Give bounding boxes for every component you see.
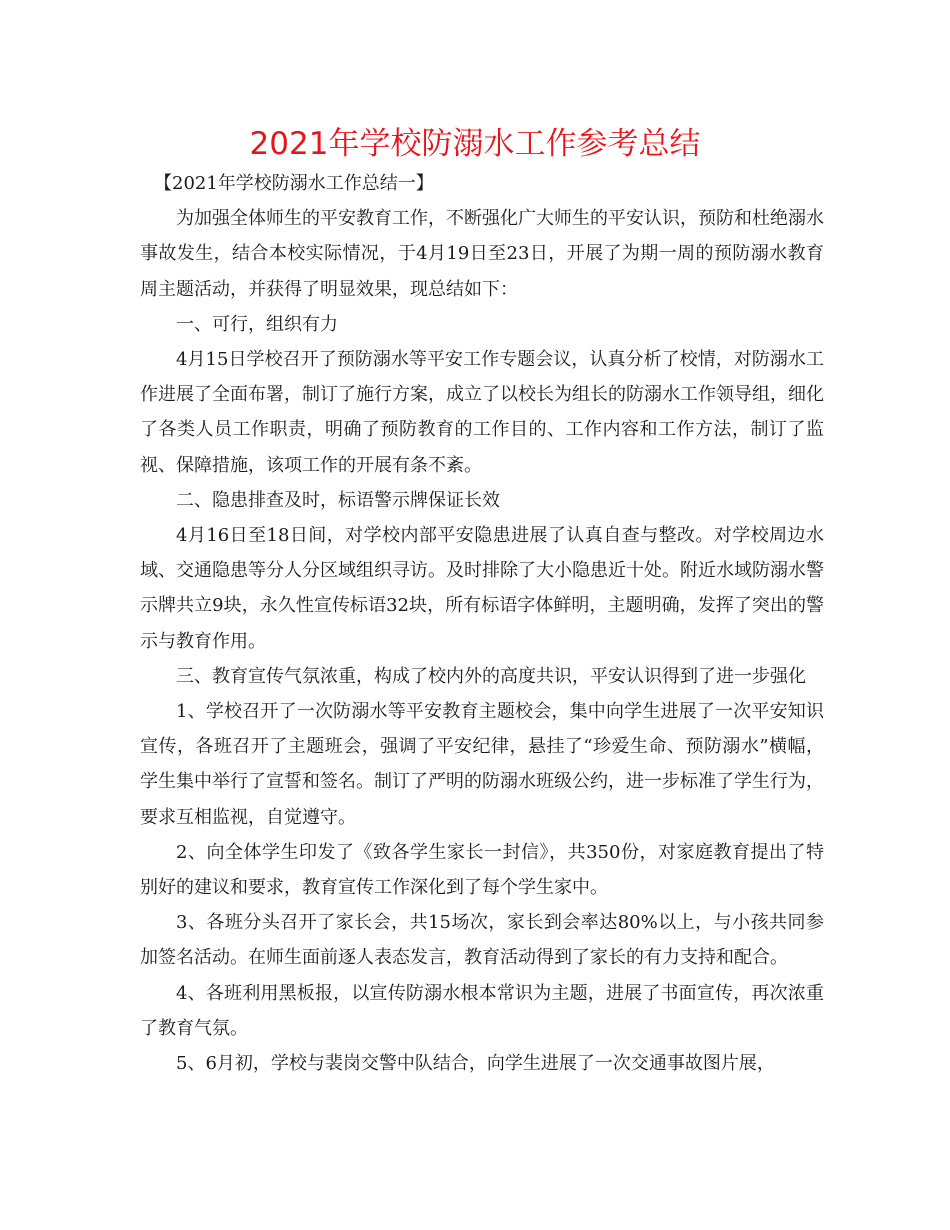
list-item-2: 2、向全体学生印发了《致各学生家长一封信》，共350份，对家庭教育提出了特别好的建议和要求，教育宣传工作深化到了每个学生家中。 — [140, 841, 824, 899]
document-title: 2021年学校防溺水工作参考总结 — [249, 126, 701, 162]
document-body — [140, 166, 824, 1081]
list-item-5: 5、6月初，学校与裴岗交警中队结合，向学生进展了一次交通事故图片展， — [176, 1053, 775, 1075]
paragraph-intro: 为加强全体师生的平安教育工作，不断强化广大师生的平安认识，预防和杜绝溺水事故发生，结合本校实际情况，于4月19日至23日，开展了为期一周的预防溺水教育周主题活动，并获得了明显效果，现总结如下： — [140, 208, 824, 300]
section-heading-2: 二、隐患排查及时，标语警示牌保证长效 — [176, 489, 500, 511]
list-item-1: 1、学校召开了一次防溺水等平安教育主题校会，集中向学生进展了一次平安知识宣传，各班召开了主题班会，强调了平安纪律，悬挂了“珍爱生命、预防溺水”横幅，学生集中举行了宣誓和签名。制订了严明的防溺水班级公约，进一步标准了学生行为，要求互相监视，自觉遵守。 — [140, 701, 824, 828]
list-item-4: 4、各班利用黑板报，以宣传防溺水根本常识为主题，进展了书面宣传，再次浓重了教育气氛。 — [140, 982, 824, 1039]
section-heading-1: 一、可行，组织有力 — [176, 313, 338, 335]
paragraph-1: 4月15日学校召开了预防溺水等平安工作专题会议，认真分析了校情，对防溺水工作进展了全面布署，制订了施行方案，成立了以校长为组长的防溺水工作领导组，细化了各类人员工作职责，明确了预防教育的工作目的、工作内容和工作方法，制订了监视、保障措施，该项工作的开展有条不紊。 — [140, 349, 824, 476]
list-item-3: 3、各班分头召开了家长会，共15场次，家长到会率达80%以上，与小孩共同参加签名活动。在师生面前逐人表态发言，教育活动得到了家长的有力支持和配合。 — [140, 912, 824, 969]
section-heading-3: 三、教育宣传气氛浓重，构成了校内外的高度共识，平安认识得到了进一步强化 — [176, 665, 806, 687]
section-subtitle: 【2021年学校防溺水工作总结一】 — [154, 173, 434, 194]
paragraph-2: 4月16日至18日间，对学校内部平安隐患进展了认真自查与整改。对学校周边水域、交通隐患等分人分区域组织寻访。及时排除了大小隐患近十处。附近水域防溺水警示牌共立9块，永久性宣传标语32块，所有标语字体鲜明，主题明确，发挥了突出的警示与教育作用。 — [140, 525, 824, 652]
